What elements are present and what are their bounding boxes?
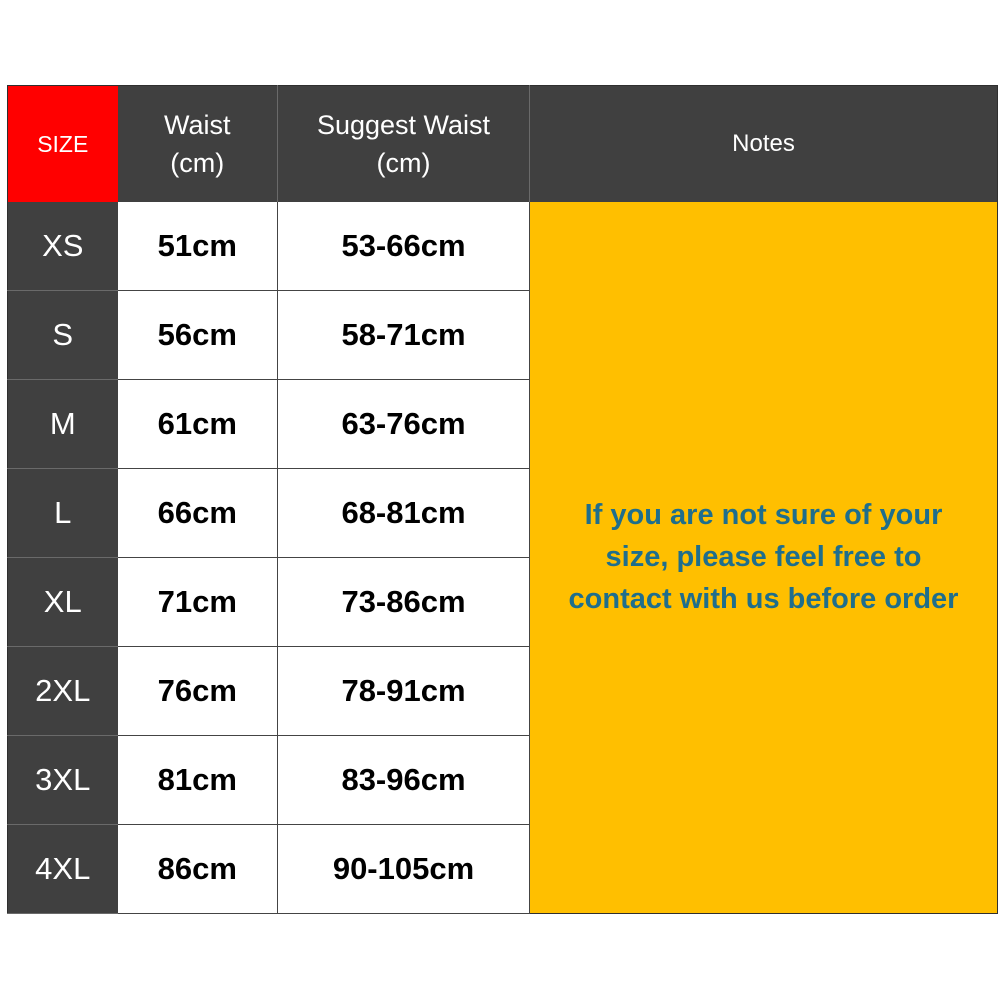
size-cell: XS [8, 202, 118, 291]
notes-column-header: Notes [530, 86, 998, 202]
suggest-header-line2: (cm) [376, 147, 431, 178]
waist-column-header [118, 86, 278, 202]
waist-cell: 51cm [118, 202, 278, 291]
waist-header-line2: (cm) [170, 147, 225, 178]
waist-cell: 56cm [118, 291, 278, 380]
waist-cell: 81cm [118, 736, 278, 825]
suggest-waist-column-header [278, 86, 530, 202]
suggest-waist-cell: 78-91cm [278, 647, 530, 736]
waist-cell: 76cm [118, 647, 278, 736]
size-cell: 4XL [8, 825, 118, 914]
suggest-waist-cell: 73-86cm [278, 558, 530, 647]
waist-cell: 71cm [118, 558, 278, 647]
waist-cell: 66cm [118, 469, 278, 558]
notes-cell [530, 202, 998, 914]
size-cell: 3XL [8, 736, 118, 825]
suggest-waist-cell: 58-71cm [278, 291, 530, 380]
size-cell: XL [8, 558, 118, 647]
header-row [8, 86, 998, 202]
suggest-waist-cell: 53-66cm [278, 202, 530, 291]
size-chart-table [7, 85, 998, 914]
size-cell: 2XL [8, 647, 118, 736]
size-column-header: SIZE [8, 86, 118, 202]
table-row [8, 202, 998, 291]
waist-cell: 86cm [118, 825, 278, 914]
suggest-waist-cell: 63-76cm [278, 380, 530, 469]
suggest-waist-cell: 68-81cm [278, 469, 530, 558]
waist-cell: 61cm [118, 380, 278, 469]
size-cell: L [8, 469, 118, 558]
suggest-waist-cell: 83-96cm [278, 736, 530, 825]
suggest-header-line1: Suggest Waist [316, 109, 491, 140]
waist-header-line1: Waist [164, 109, 231, 140]
notes-line-1: If you are not sure of your [584, 499, 943, 532]
size-cell: M [8, 380, 118, 469]
notes-line-2: size, please feel free to [605, 541, 922, 574]
size-cell: S [8, 291, 118, 380]
suggest-waist-cell: 90-105cm [278, 825, 530, 914]
notes-line-3: contact with us before order [568, 583, 959, 616]
